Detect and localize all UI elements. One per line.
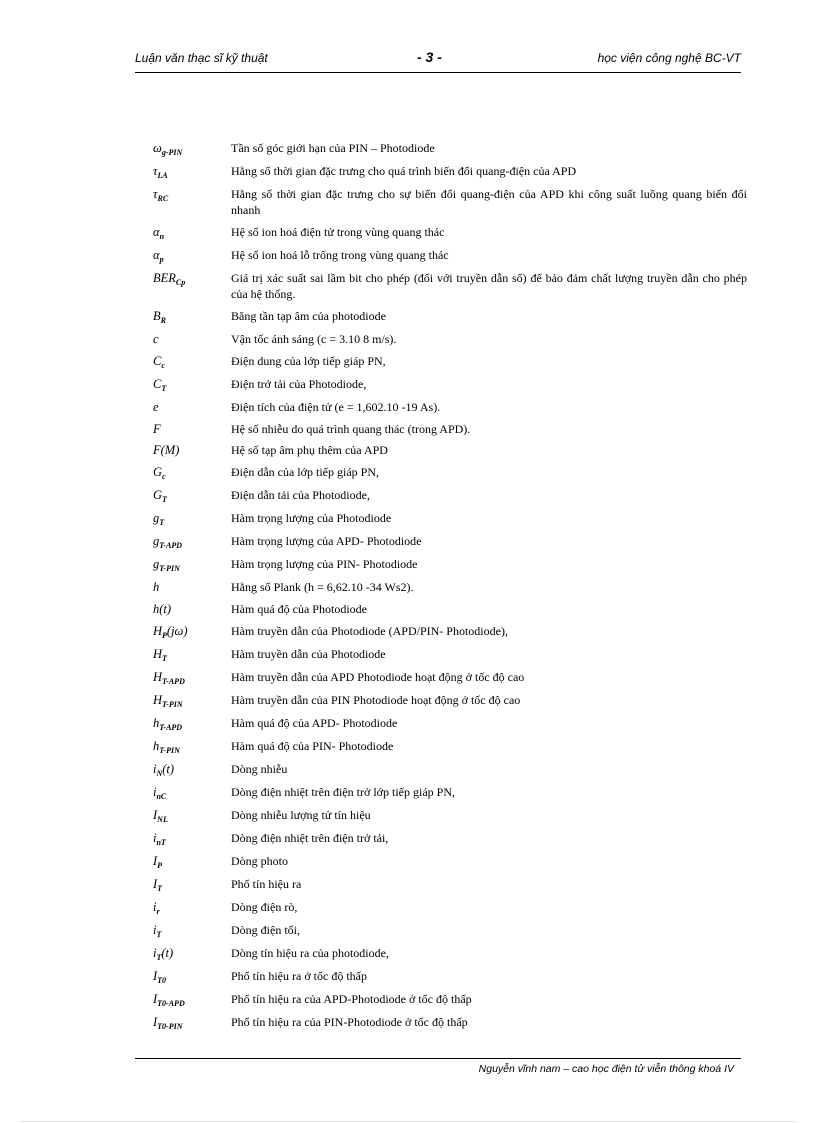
- symbol-description: Phổ tín hiệu ra: [231, 876, 302, 891]
- symbol-description: Dòng nhiễu lượng tử tín hiệu: [231, 807, 371, 822]
- symbol-subscript: T: [157, 883, 163, 893]
- symbol-subscript: Cp: [175, 278, 186, 287]
- list-item: [153, 138, 747, 161]
- symbol-description: Điện tích của điện tử (e = 1,602.10 -19 As).: [231, 399, 441, 414]
- list-item: [153, 782, 747, 805]
- list-item: [153, 462, 747, 485]
- symbol: $\tau_{RC}$: [153, 187, 169, 203]
- list-item: [153, 508, 747, 531]
- symbol-description: Điện trở tải của Photodiode,: [231, 376, 367, 391]
- symbol-subscript: n: [159, 232, 165, 241]
- list-item: [153, 1012, 747, 1035]
- footer-divider: [135, 1058, 741, 1059]
- symbol-subscript: P: [157, 860, 163, 870]
- symbol: $g_{T-APD}$: [153, 534, 183, 551]
- symbol-subscript: NL: [157, 814, 168, 824]
- symbol: $\tau_{LA}$: [153, 164, 168, 180]
- list-item: [153, 966, 747, 989]
- list-item: [153, 577, 747, 599]
- list-item: [153, 644, 747, 667]
- list-item: [153, 329, 747, 351]
- list-item: [153, 222, 747, 245]
- symbol-subscript: T-PIN: [159, 745, 180, 755]
- page-number: - 3 -: [417, 49, 442, 65]
- symbol-description: Hàm trọng lượng của Photodiode: [231, 511, 392, 526]
- list-item: [153, 419, 747, 441]
- symbol: $i_N(t)$: [153, 761, 175, 778]
- list-item: [153, 531, 747, 554]
- symbol: $i_{nT}$: [153, 830, 166, 847]
- list-item: [153, 759, 747, 782]
- symbol-subscript: T: [159, 518, 165, 528]
- symbol: $i_r$: [153, 899, 160, 916]
- symbol-description: Dòng điện nhiệt trên điện trở lớp tiếp giáp PN,: [231, 784, 455, 799]
- symbol-description: Dòng điện nhiệt trên điện trở tải,: [231, 830, 389, 845]
- symbol: e: [153, 399, 159, 414]
- symbol-subscript: T: [161, 383, 167, 393]
- symbol-description: Hàm truyền dẫn của PIN Photodiode hoạt động ở tốc độ cao: [231, 692, 521, 707]
- symbol-description: Hằng số thời gian đặc trưng cho sự biến đổi quang-điện của APD khi công suất luồng quang biến đổi nhanh: [231, 187, 747, 217]
- symbol: $H_{T-APD}$: [153, 669, 185, 686]
- symbol-subscript: LA: [157, 171, 168, 180]
- list-item: [153, 690, 747, 713]
- symbol-description: Hàm quá độ của APD- Photodiode: [231, 715, 398, 730]
- list-item: [153, 184, 747, 222]
- symbol-description: Dòng nhiễu: [231, 761, 288, 776]
- symbol-description: Vận tốc ánh sáng (c = 3.10 8 m/s).: [231, 332, 397, 346]
- symbol: $i_T$: [153, 922, 162, 939]
- symbol-description: Hệ số ion hoá lỗ trống trong vùng quang thác: [231, 248, 449, 262]
- symbol-description: Tần số góc giới hạn của PIN – Photodiode: [231, 141, 435, 155]
- list-item: [153, 943, 747, 966]
- symbol-description: Phổ tín hiệu ra của PIN-Photodiode ở tốc độ thấp: [231, 1014, 468, 1029]
- list-item: [153, 851, 747, 874]
- footer-author: Nguyễn vĩnh nam – cao học điện tử viễn thông khoá IV: [478, 1063, 734, 1075]
- symbol-description: Hàm quá độ của PIN- Photodiode: [231, 738, 394, 753]
- list-item: [153, 736, 747, 759]
- symbol: $I_{T0}$: [153, 968, 167, 985]
- symbol-description: Hàm trọng lượng của PIN- Photodiode: [231, 557, 418, 572]
- symbol-description: Điện dung của lớp tiếp giáp PN,: [231, 353, 386, 368]
- list-item: [153, 161, 747, 184]
- symbol-description: Hệ số nhiễu do quá trình quang thác (trong APD).: [231, 421, 471, 436]
- symbol: $\alpha_n$: [153, 225, 165, 241]
- symbol-description: Phổ tín hiệu ra của APD-Photodiode ở tốc độ thấp: [231, 991, 472, 1006]
- symbol-subscript: T: [162, 495, 167, 505]
- symbol: $I_{T0-PIN}$: [153, 1014, 183, 1031]
- symbol-description: Hàm trọng lượng của APD- Photodiode: [231, 534, 422, 549]
- symbol: $\alpha_p$: [153, 248, 164, 264]
- list-item: [153, 268, 747, 306]
- symbol: h: [153, 580, 160, 595]
- symbol: $I_T$: [153, 876, 163, 893]
- symbol: $\omega_{g-PIN}$: [153, 141, 183, 157]
- symbol: F(M): [153, 443, 180, 458]
- symbol: $I_P$: [153, 853, 163, 870]
- symbol: $H_P(j\omega)$: [153, 623, 188, 640]
- list-item: [153, 874, 747, 897]
- list-item: [153, 713, 747, 736]
- list-item: [153, 245, 747, 268]
- symbol-subscript: T-PIN: [159, 564, 180, 574]
- list-item: [153, 374, 747, 397]
- symbol: $G_c$: [153, 465, 166, 482]
- symbol-description: Hằng số thời gian đặc trưng cho quá trình biến đổi quang-điện của APD: [231, 164, 577, 178]
- symbol-subscript: T-APD: [159, 722, 183, 732]
- list-item: [153, 667, 747, 690]
- symbol-subscript: T: [156, 929, 162, 939]
- symbol-subscript: T: [156, 952, 162, 962]
- symbol-subscript: c: [162, 472, 166, 482]
- list-item: [153, 485, 747, 508]
- list-item: [153, 989, 747, 1012]
- symbol-description: Hệ số ion hoá điện tử trong vùng quang thác: [231, 225, 445, 239]
- symbol-description: Hàm quá độ của Photodiode: [231, 601, 367, 616]
- symbol-description: Băng tần tạp âm của photodiode: [231, 309, 386, 323]
- symbol: $C_c$: [153, 353, 165, 370]
- symbol-description: Điện dẫn tải của Photodiode,: [231, 488, 370, 503]
- symbol-description: Điện dẫn của lớp tiếp giáp PN,: [231, 465, 379, 480]
- list-item: [153, 397, 747, 419]
- symbol: $i_{nC}$: [153, 784, 167, 801]
- symbol-description: Hằng số Plank (h = 6,62.10 -34 Ws2).: [231, 580, 414, 595]
- symbol-description: Dòng tín hiệu ra của photodiode,: [231, 945, 389, 960]
- symbol-subscript: T0-APD: [157, 998, 185, 1008]
- symbol-subscript: N: [156, 768, 163, 778]
- symbol-subscript: p: [159, 255, 164, 264]
- symbol: $B_R$: [153, 309, 166, 325]
- symbol-description: Dòng điện rò,: [231, 899, 298, 914]
- symbol-subscript: g-PIN: [161, 148, 183, 157]
- symbol-subscript: T: [162, 653, 167, 663]
- header-institution: học viện công nghệ BC-VT: [597, 51, 741, 65]
- symbol: $i_T(t)$: [153, 945, 174, 962]
- symbol: $H_T$: [153, 646, 167, 663]
- symbol-subscript: T-APD: [162, 676, 185, 686]
- symbol-description: Dòng điện tối,: [231, 922, 300, 937]
- list-item: [153, 920, 747, 943]
- symbol: $H_{T-PIN}$: [153, 692, 183, 709]
- symbol-description: Phổ tín hiệu ra ở tốc độ thấp: [231, 968, 367, 983]
- symbol-subscript: R: [160, 316, 166, 325]
- symbol-description: Hệ số tạp âm phụ thêm của APD: [231, 443, 388, 458]
- symbol-subscript: c: [161, 360, 165, 370]
- symbol-description: Hàm truyền dẫn của Photodiode: [231, 646, 386, 661]
- list-item: [153, 306, 747, 329]
- list-item: [153, 897, 747, 920]
- page-header: [135, 50, 741, 73]
- symbol-description: Hàm truyền dẫn của APD Photodiode hoạt động ở tốc độ cao: [231, 669, 525, 684]
- list-item: [153, 828, 747, 851]
- symbol-subscript: nT: [156, 837, 166, 847]
- symbol: c: [153, 332, 159, 346]
- symbol: $g_T$: [153, 511, 165, 528]
- page-bottom-border: [20, 1121, 796, 1122]
- symbol: $BER_{Cp}$: [153, 271, 186, 287]
- symbol-subscript: T0-PIN: [157, 1021, 183, 1031]
- symbol: $h_{T-APD}$: [153, 715, 183, 732]
- symbol-subscript: r: [156, 906, 160, 916]
- list-item: [153, 554, 747, 577]
- symbol: $I_{NL}$: [153, 807, 168, 824]
- symbol: $G_T$: [153, 488, 167, 505]
- symbol: $C_T$: [153, 376, 167, 393]
- symbol: h(t): [153, 601, 172, 616]
- symbol-subscript: T-APD: [159, 541, 183, 551]
- symbol-subscript: RC: [157, 194, 169, 203]
- header-thesis-title: Luận văn thạc sĩ kỹ thuật: [135, 51, 268, 65]
- symbol-description: Dòng photo: [231, 853, 288, 868]
- symbol: $I_{T0-APD}$: [153, 991, 185, 1008]
- symbol-description: Giá trị xác suất sai lầm bit cho phép (đối với truyền dẫn số) để bảo đảm chất lượng truyền dẫn cho phép của hệ thống.: [231, 271, 747, 301]
- symbol-subscript: T0: [157, 975, 167, 985]
- symbol-subscript: P: [162, 630, 167, 640]
- symbol: $h_{T-PIN}$: [153, 738, 180, 755]
- symbol: $g_{T-PIN}$: [153, 557, 180, 574]
- symbol: F: [153, 421, 161, 436]
- symbol-description: Hàm truyền dẫn của Photodiode (APD/PIN- Photodiode),: [231, 623, 508, 638]
- list-item: [153, 351, 747, 374]
- list-item: [153, 621, 747, 644]
- list-item: [153, 805, 747, 828]
- list-item: [153, 440, 747, 462]
- symbol-subscript: T-PIN: [162, 699, 183, 709]
- symbol-list: [153, 138, 747, 1035]
- list-item: [153, 599, 747, 621]
- symbol-subscript: nC: [156, 791, 167, 801]
